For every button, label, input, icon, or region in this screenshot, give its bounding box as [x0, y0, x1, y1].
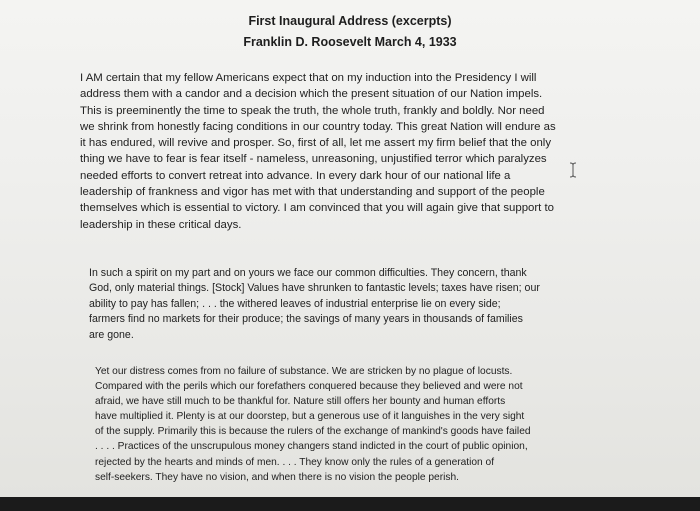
paragraph-line: are gone.: [89, 328, 134, 341]
paragraph-line: This is preeminently the time to speak the truth, the whole truth, frankly and boldly. Nor need: [80, 104, 545, 117]
document-title: First Inaugural Address (excerpts): [248, 14, 452, 28]
paragraph-line: leadership of frankness and vigor has met with that understanding and support of the people: [80, 186, 545, 199]
paragraph-line: rejected by the hearts and minds of men. . . . They know only the rules of a generation of: [95, 456, 495, 468]
paragraph-line: . . . . Practices of the unscrupulous money changers stand indicted in the court of public opinion,: [95, 441, 528, 453]
paragraph-line: Compared with the perils which our forefathers conquered because they believed and were not: [95, 381, 523, 393]
paragraph-line: farmers find no markets for their produce; the savings of many years in thousands of families: [89, 313, 523, 326]
paragraph-line: of the supply. Primarily this is because the rulers of the exchange of mankind's goods have failed: [95, 426, 531, 438]
paragraph-line: themselves which is essential to victory. I am convinced that you will again give that support to: [80, 202, 554, 215]
paragraph-3: [95, 364, 531, 485]
paragraph-line: In such a spirit on my part and on yours we face our common difficulties. They concern, thank: [89, 267, 527, 279]
paragraph-line: address them with a candor and a decision which the present situation of our Nation impels.: [80, 88, 543, 101]
paragraph-line: self-seekers. They have no vision, and when there is no vision the people perish.: [95, 471, 459, 483]
paragraph-line: leadership in these critical days.: [80, 218, 242, 231]
paragraph-line: needed efforts to convert retreat into advance. In every dark hour of our national life a: [80, 169, 511, 182]
paragraph-line: have multiplied it. Plenty is at our doorstep, but a generous use of it languishes in the very sight: [95, 411, 525, 423]
paragraph-line: afraid, we have still much to be thankful for. Nature still offers her bounty and human efforts: [95, 396, 506, 408]
paragraph-line: we shrink from honestly facing conditions in our country today. This great Nation will endure as: [80, 120, 556, 133]
paragraph-line: God, only material things. [Stock] Values have shrunken to fantastic levels; taxes have risen; our: [89, 282, 540, 295]
document-byline: Franklin D. Roosevelt March 4, 1933: [243, 35, 457, 49]
paragraph-line: thing we have to fear is fear itself - nameless, unreasoning, unjustified terror which paralyzes: [80, 153, 547, 166]
paragraph-line: ability to pay has fallen; . . . the withered leaves of industrial enterprise lie on every side;: [89, 297, 501, 310]
paragraph-line: it has endured, will revive and prosper. So, first of all, let me assert my firm belief that the only: [80, 137, 552, 150]
paragraph-line: Yet our distress comes from no failure of substance. We are stricken by no plague of locusts.: [95, 366, 513, 377]
paragraph-line: I AM certain that my fellow Americans expect that on my induction into the Presidency I will: [80, 72, 537, 84]
paragraph-2: [89, 266, 540, 343]
paragraph-1: [80, 70, 556, 233]
text-cursor-icon: [569, 162, 577, 178]
bottom-edge: [0, 497, 700, 511]
